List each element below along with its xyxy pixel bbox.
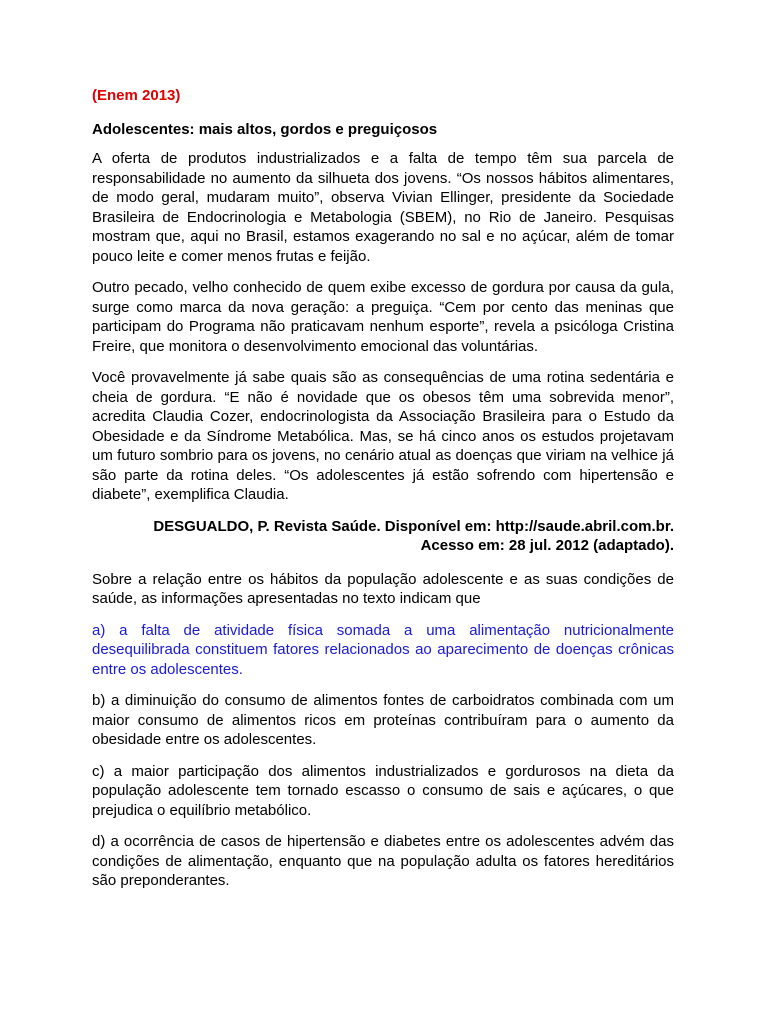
article-title: Adolescentes: mais altos, gordos e preguiçosos (92, 120, 438, 138)
answer-option-a: a) a falta de atividade física somada a uma alimentação nutricionalmente desequilibrada constituem fatores relacionados ao aparecimento de doenças crônicas entre os adolescentes. (92, 621, 674, 678)
article-citation (92, 517, 674, 556)
exam-source-tag: (Enem 2013) (92, 87, 181, 104)
citation-line-1: DESGUALDO, P. Revista Saúde. Disponível em: http://saude.abril.com.br. (153, 517, 674, 535)
article-paragraph-3: Você provavelmente já sabe quais são as consequências de uma rotina sedentária e cheia de gordura. “E não é novidade que os obesos têm uma sobrevida menor”, acredita Claudia Cozer, endocrinologista da Associação Brasileira para o Estudo da Obesidade e da Síndrome Metabólica. Mas, se há cinco anos os estudos projetavam um futuro sombrio para os jovens, no cenário atual as doenças que viriam na velhice já são parte da rotina deles. “Os adolescentes já estão sofrendo com hipertensão e diabete”, exemplifica Claudia. (92, 369, 674, 503)
citation-line-2: Acesso em: 28 jul. 2012 (adaptado). (420, 537, 674, 554)
answer-option-c: c) a maior participação dos alimentos industrializados e gordurosos na dieta da população adolescente tem tornado escasso o consumo de sais e açúcares, o que prejudica o equilíbrio metabólico. (92, 762, 674, 819)
answer-option-b: b) a diminuição do consumo de alimentos fontes de carboidratos combinada com um maior consumo de alimentos ricos em proteínas contribuíram para o aumento da obesidade entre os adolescentes. (92, 692, 674, 748)
question-prompt: Sobre a relação entre os hábitos da população adolescente e as suas condições de saúde, as informações apresentadas no texto indicam que (92, 570, 674, 607)
answer-option-d: d) a ocorrência de casos de hipertensão e diabetes entre os adolescentes advém das condições de alimentação, enquanto que na população adulta os fatores hereditários são preponderantes. (92, 833, 674, 889)
article-paragraph-1: A oferta de produtos industrializados e a falta de tempo têm sua parcela de responsabilidade no aumento da silhueta dos jovens. “Os nossos hábitos alimentares, de modo geral, mudaram muito”, observa Vivian Ellinger, presidente da Sociedade Brasileira de Endocrinologia e Metabologia (SBEM), no Rio de Janeiro. Pesquisas mostram que, aqui no Brasil, estamos exagerando no sal e no açúcar, além de tomar pouco leite e comer menos frutas e feijão. (92, 150, 674, 265)
article-paragraph-2: Outro pecado, velho conhecido de quem exibe excesso de gordura por causa da gula, surge como marca da nova geração: a preguiça. “Cem por cento das meninas que participam do Programa não praticavam nenhum esporte”, revela a psicóloga Cristina Freire, que monitora o desenvolvimento emocional das voluntárias. (92, 279, 674, 355)
